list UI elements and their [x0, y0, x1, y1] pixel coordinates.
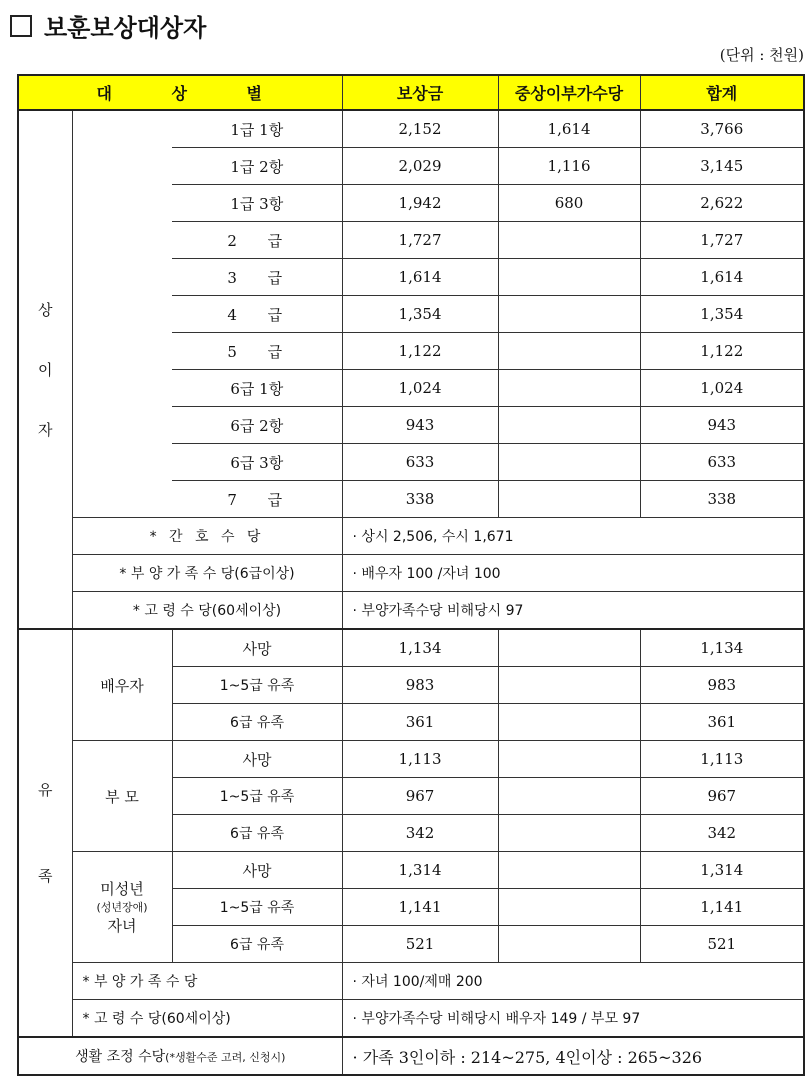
living-label-note: (*생활수준 고려, 신청시) [165, 1051, 286, 1064]
comp-cell: 1,727 [342, 222, 498, 259]
comp-cell: 338 [342, 481, 498, 518]
living-value: · 가족 3인이하 : 214~275, 4인이상 : 265~326 [342, 1037, 804, 1075]
grade-cell: 6급 1항 [172, 370, 342, 407]
table-row [18, 629, 804, 667]
total-cell: 1,727 [640, 222, 804, 259]
extra-cell: 1,614 [498, 110, 640, 148]
total-cell: 1,122 [640, 333, 804, 370]
extra-cell [498, 222, 640, 259]
extra-cell [498, 926, 640, 963]
total-cell: 943 [640, 407, 804, 444]
type-cell: 6급 유족 [172, 815, 342, 852]
extra-cell [498, 889, 640, 926]
total-cell: 338 [640, 481, 804, 518]
comp-cell: 1,942 [342, 185, 498, 222]
extra-cell [498, 370, 640, 407]
total-cell: 633 [640, 444, 804, 481]
note-row [18, 555, 804, 592]
comp-cell: 983 [342, 667, 498, 704]
type-cell: 6급 유족 [172, 926, 342, 963]
grade-cell: 1급 3항 [172, 185, 342, 222]
comp-cell: 521 [342, 926, 498, 963]
comp-cell: 1,122 [342, 333, 498, 370]
comp-cell: 2,152 [342, 110, 498, 148]
injured-label: 상 이 자 [18, 110, 72, 629]
header-compensation: 보상금 [342, 75, 498, 110]
compensation-table [17, 74, 805, 1076]
extra-cell [498, 259, 640, 296]
note-value: · 상시 2,506, 수시 1,671 [342, 518, 804, 555]
group-label-parents: 부 모 [72, 741, 172, 852]
comp-cell: 1,134 [342, 629, 498, 667]
living-label: 생활 조정 수당 [75, 1049, 166, 1065]
grade-cell: 7 급 [172, 481, 342, 518]
note-row [18, 1000, 804, 1038]
total-cell: 1,134 [640, 629, 804, 667]
extra-cell [498, 296, 640, 333]
unit-label: (단위 : 천원) [719, 46, 804, 64]
note-value: · 부양가족수당 비해당시 배우자 149 / 부모 97 [342, 1000, 804, 1038]
type-cell: 1~5급 유족 [172, 778, 342, 815]
injured-spacer [72, 110, 172, 518]
table-row [18, 852, 804, 889]
grade-cell: 6급 3항 [172, 444, 342, 481]
grade-cell: 1급 1항 [172, 110, 342, 148]
note-label: * 고 령 수 당(60세이상) [72, 1000, 342, 1038]
total-cell: 1,314 [640, 852, 804, 889]
extra-cell [498, 629, 640, 667]
extra-cell [498, 667, 640, 704]
extra-cell [498, 481, 640, 518]
type-cell: 사망 [172, 741, 342, 778]
comp-cell: 1,614 [342, 259, 498, 296]
type-cell: 1~5급 유족 [172, 667, 342, 704]
header-total: 합계 [640, 75, 804, 110]
extra-cell [498, 407, 640, 444]
comp-cell: 943 [342, 407, 498, 444]
table-row [18, 741, 804, 778]
comp-cell: 342 [342, 815, 498, 852]
checkbox-square-icon [10, 15, 32, 37]
grade-cell: 2 급 [172, 222, 342, 259]
extra-cell [498, 741, 640, 778]
total-cell: 1,113 [640, 741, 804, 778]
grade-cell: 3 급 [172, 259, 342, 296]
group-label-minor-children [72, 852, 172, 963]
type-cell: 사망 [172, 852, 342, 889]
extra-cell [498, 704, 640, 741]
comp-cell: 361 [342, 704, 498, 741]
note-value: · 자녀 100/제매 200 [342, 963, 804, 1000]
comp-cell: 1,141 [342, 889, 498, 926]
page-title [10, 8, 206, 43]
note-value: · 부양가족수당 비해당시 97 [342, 592, 804, 630]
total-cell: 1,614 [640, 259, 804, 296]
total-cell: 521 [640, 926, 804, 963]
total-cell: 1,141 [640, 889, 804, 926]
comp-cell: 2,029 [342, 148, 498, 185]
table-row [18, 110, 804, 148]
extra-cell: 1,116 [498, 148, 640, 185]
header-severe-allowance: 중상이부가수당 [498, 75, 640, 110]
comp-cell: 1,354 [342, 296, 498, 333]
group-name-sub: (성년장애) [96, 901, 148, 914]
group-label-spouse: 배우자 [72, 629, 172, 741]
type-cell: 1~5급 유족 [172, 889, 342, 926]
note-label: * 부 양 가 족 수 당(6급이상) [72, 555, 342, 592]
note-row [18, 963, 804, 1000]
total-cell: 3,766 [640, 110, 804, 148]
type-cell: 6급 유족 [172, 704, 342, 741]
extra-cell [498, 444, 640, 481]
comp-cell: 967 [342, 778, 498, 815]
extra-cell [498, 333, 640, 370]
living-label-cell [18, 1037, 342, 1075]
bereaved-label: 유 족 [18, 629, 72, 1037]
extra-cell [498, 852, 640, 889]
total-cell: 983 [640, 667, 804, 704]
note-row [18, 518, 804, 555]
comp-cell: 1,113 [342, 741, 498, 778]
extra-cell: 680 [498, 185, 640, 222]
total-cell: 3,145 [640, 148, 804, 185]
grade-cell: 4 급 [172, 296, 342, 333]
note-row [18, 592, 804, 630]
total-cell: 967 [640, 778, 804, 815]
note-label: * 고 령 수 당(60세이상) [72, 592, 342, 630]
comp-cell: 1,314 [342, 852, 498, 889]
group-name-tail: 자녀 [107, 917, 137, 935]
table-header-row [18, 75, 804, 110]
total-cell: 361 [640, 704, 804, 741]
extra-cell [498, 778, 640, 815]
type-cell: 사망 [172, 629, 342, 667]
note-label: * 간 호 수 당 [72, 518, 342, 555]
note-label: * 부 양 가 족 수 당 [72, 963, 342, 1000]
extra-cell [498, 815, 640, 852]
title-text: 보훈보상대상자 [44, 13, 207, 42]
header-category: 대 상 별 [18, 75, 342, 110]
total-cell: 1,024 [640, 370, 804, 407]
grade-cell: 6급 2항 [172, 407, 342, 444]
group-name: 미성년 [100, 880, 144, 898]
grade-cell: 5 급 [172, 333, 342, 370]
comp-cell: 1,024 [342, 370, 498, 407]
total-cell: 342 [640, 815, 804, 852]
grade-cell: 1급 2항 [172, 148, 342, 185]
comp-cell: 633 [342, 444, 498, 481]
total-cell: 2,622 [640, 185, 804, 222]
total-cell: 1,354 [640, 296, 804, 333]
note-value: · 배우자 100 /자녀 100 [342, 555, 804, 592]
living-row [18, 1037, 804, 1075]
